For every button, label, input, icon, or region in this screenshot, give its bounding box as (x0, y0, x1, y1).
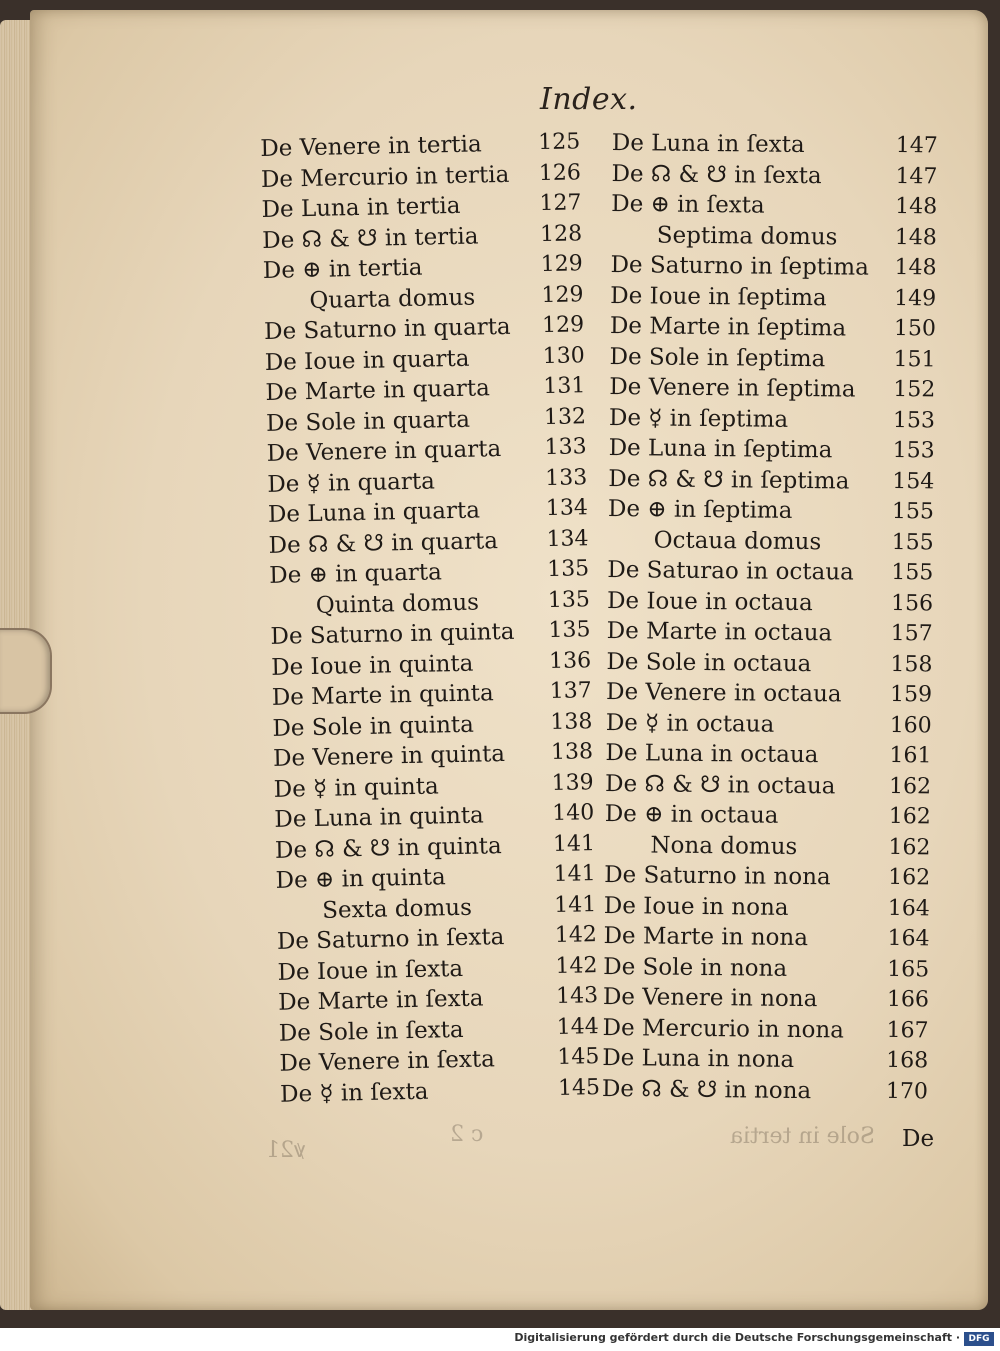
footer-credit: Digitalisierung gefördert durch die Deutsche Forschungsgemeinschaft · (514, 1331, 960, 1344)
index-entry-page-number: 129 (541, 281, 584, 308)
index-entry-title: De ☿ in quinta (273, 772, 439, 803)
index-entry (603, 951, 929, 985)
index-entry-page-number: 133 (544, 434, 587, 461)
index-entry-page-number: 153 (892, 437, 935, 464)
index-entry-page-number: 145 (557, 1044, 600, 1070)
index-entry-page-number: 165 (887, 956, 930, 982)
index-entry (607, 616, 933, 650)
index-entry-page-number: 140 (552, 800, 595, 827)
index-entry-title: De Marte in quinta (271, 680, 494, 711)
index-entry-page-number: 130 (542, 342, 585, 369)
index-entry-page-number: 138 (550, 739, 594, 766)
index-entry-page-number: 125 (537, 129, 581, 156)
index-entry-page-number: 170 (885, 1078, 929, 1104)
index-entry-page-number: 162 (888, 864, 931, 891)
index-entry-title: Sexta domus (322, 894, 473, 924)
index-entry (605, 768, 931, 802)
index-entry-title: De Saturno in ſexta (276, 924, 505, 955)
index-entry (606, 646, 932, 680)
index-entry-title: De Venere in quinta (272, 741, 506, 772)
index-entry-page-number: 132 (543, 403, 587, 430)
index-entry-title: De Luna in quinta (274, 802, 485, 833)
index-entry-title: De Ioue in ſeptima (610, 282, 827, 311)
index-entry-title: Octaua domus (653, 526, 822, 555)
index-entry-title: De Luna in ſeptima (608, 434, 833, 464)
index-entry-title: De ☊ & ☋ in ſexta (611, 160, 822, 189)
index-entry-page-number: 152 (893, 376, 936, 403)
index-entry-page-number: 155 (891, 559, 934, 586)
index-entry (280, 1073, 601, 1110)
index-entry (610, 280, 936, 314)
book-page (30, 10, 988, 1310)
index-entry-title: De Venere in ſeptima (609, 373, 856, 403)
index-entry-title: De Venere in nona (602, 983, 818, 1013)
index-entry (609, 402, 935, 436)
index-entry-title: De Marte in quarta (265, 375, 491, 406)
index-entry-page-number: 133 (545, 464, 588, 491)
index-entry-title: De Sole in ſexta (278, 1016, 464, 1047)
index-entry-title: De ⊕ in tertia (262, 254, 423, 284)
index-entry-page-number: 129 (540, 251, 584, 278)
index-entry-title: Quinta domus (315, 589, 480, 619)
index-entry-title: De Sole in octaua (606, 648, 812, 677)
bleed-through-mark: c 2 (450, 1122, 484, 1147)
index-entry-title: De Mercurio in nona (602, 1014, 845, 1043)
index-entry-page-number: 164 (887, 895, 930, 921)
running-head: Index. (540, 82, 638, 117)
index-entry-title: De ☊ & ☋ in ſeptima (608, 465, 850, 495)
index-entry-title: Nona domus (650, 831, 798, 860)
index-entry-title: De Venere in quarta (266, 436, 502, 467)
index-entry-page-number: 138 (550, 708, 593, 735)
index-entry-title: De Ioue in ſexta (277, 955, 464, 986)
index-entry-title: De ☿ in ſexta (279, 1078, 429, 1108)
index-entry-page-number: 160 (889, 712, 932, 738)
index-entry-page-number: 154 (892, 468, 935, 494)
index-entry-page-number: 141 (552, 830, 596, 857)
index-entry-title: De Marte in ſexta (277, 985, 484, 1016)
index-entry (602, 1012, 928, 1046)
index-column-right (602, 128, 938, 1107)
index-entry-title: De Venere in octaua (605, 678, 842, 708)
index-entry-title: De ⊕ in quarta (268, 559, 443, 589)
index-entry-page-number: 167 (886, 1017, 929, 1043)
index-column-left (260, 127, 600, 1109)
index-entry-page-number: 136 (548, 647, 592, 674)
index-section-heading (604, 829, 930, 863)
index-entry-title: De Saturno in nona (604, 861, 831, 891)
index-entry-title: De ☿ in ſeptima (608, 404, 789, 433)
index-entry-page-number: 135 (548, 617, 591, 644)
index-entry-page-number: 162 (888, 834, 931, 860)
index-entry-page-number: 151 (893, 346, 936, 372)
index-entry-page-number: 149 (894, 285, 937, 311)
index-entry-page-number: 162 (888, 773, 932, 799)
index-entry-title: De ⊕ in quinta (275, 864, 446, 894)
index-entry-page-number: 128 (539, 220, 583, 247)
index-entry (607, 585, 933, 619)
index-entry (602, 1043, 928, 1077)
index-entry-title: De Luna in octaua (605, 739, 819, 769)
index-entry-page-number: 142 (554, 922, 598, 948)
index-entry-page-number: 148 (894, 254, 937, 281)
index-entry-page-number: 141 (553, 861, 596, 888)
index-entry-page-number: 155 (891, 498, 935, 525)
index-entry-title: De Ioue in octaua (606, 587, 813, 616)
index-entry (606, 677, 932, 711)
index-entry (609, 341, 935, 375)
index-entry-page-number: 143 (555, 983, 599, 1009)
index-section-heading (608, 524, 934, 558)
index-entry-page-number: 135 (547, 586, 591, 613)
index-entry-page-number: 166 (886, 986, 930, 1013)
index-entry-page-number: 139 (551, 769, 594, 796)
index-entry-title: De ⊕ in ſexta (611, 190, 765, 219)
index-entry-page-number: 168 (886, 1047, 929, 1074)
index-entry (611, 158, 937, 192)
index-entry (604, 860, 930, 894)
index-entry-title: De Marte in ſeptima (609, 312, 847, 342)
index-entry (604, 890, 930, 924)
index-entry-title: De Sole in ſeptima (609, 343, 826, 372)
bleed-through-mark: ꝟ21 (266, 1138, 306, 1163)
index-entry-page-number: 131 (543, 373, 586, 400)
index-entry-page-number: 135 (546, 556, 590, 583)
index-entry-page-number: 164 (887, 925, 930, 952)
index-entry-title: De Luna in quarta (267, 497, 481, 528)
index-entry-page-number: 157 (890, 620, 933, 647)
dfg-logo: DFG (964, 1332, 994, 1346)
index-entry-title: De ☊ & ☋ in quarta (268, 527, 499, 559)
index-entry-title: De Sole in nona (603, 953, 788, 982)
index-entry-title: De ⊕ in octaua (604, 800, 779, 829)
index-entry-title: De Sole in quarta (265, 406, 471, 437)
index-entry (607, 555, 933, 589)
index-entry-title: De ☊ & ☋ in nona (601, 1075, 812, 1104)
index-entry-title: De Venere in tertia (260, 131, 483, 162)
index-entry-page-number: 162 (888, 803, 931, 830)
index-entry (605, 799, 931, 833)
footer-bar (0, 1328, 1000, 1351)
index-entry-title: De Mercurio in tertia (260, 161, 510, 193)
index-entry (603, 982, 929, 1016)
index-entry-page-number: 129 (541, 312, 585, 339)
index-entry (608, 463, 934, 497)
index-entry-title: De ☊ & ☋ in octaua (604, 770, 836, 799)
index-entry-title: De Saturao in octaua (607, 556, 854, 586)
index-entry-page-number: 144 (556, 1013, 600, 1040)
index-entry (608, 433, 934, 467)
index-entry (602, 1073, 928, 1107)
index-entry-page-number: 137 (549, 678, 592, 705)
index-entry-page-number: 142 (555, 952, 598, 979)
index-entry-title: De Ioue in nona (603, 892, 789, 921)
index-entry-title: De ☊ & ☋ in tertia (261, 222, 479, 254)
index-entry (608, 494, 934, 528)
index-entry-title: De ☊ & ☋ in quinta (274, 832, 502, 864)
index-entry-page-number: 141 (553, 891, 597, 918)
index-entry-page-number: 148 (895, 193, 938, 220)
index-entry-title: De Marte in octaua (606, 617, 833, 647)
index-entry-page-number: 150 (893, 315, 937, 342)
index-entry (611, 189, 937, 223)
index-entry-page-number: 134 (545, 495, 589, 522)
index-entry (610, 311, 936, 345)
index-entry-page-number: 147 (895, 132, 938, 159)
index-entry-title: De ☿ in quarta (267, 467, 436, 498)
index-entry-title: De ☿ in octaua (605, 709, 775, 738)
index-entry-page-number: 153 (892, 407, 936, 433)
index-entry-page-number: 127 (539, 190, 582, 217)
index-entry (603, 921, 929, 955)
index-entry (609, 372, 935, 406)
index-entry-page-number: 159 (889, 681, 933, 708)
index-entry-page-number: 134 (546, 525, 589, 552)
index-entry-page-number: 148 (894, 224, 938, 250)
index-entry-title: De Luna in ſexta (611, 129, 805, 159)
index-entry-page-number: 156 (890, 590, 934, 616)
index-entry-title: De ⊕ in ſeptima (607, 495, 793, 524)
index-entry-title: Septima domus (656, 221, 838, 250)
bleed-through-mark: Sole in tertia (730, 1124, 875, 1149)
index-entry-title: De Saturno in quinta (270, 618, 515, 650)
index-entry-title: De Marte in nona (603, 922, 809, 952)
index-entry-title: De Luna in tertia (261, 192, 461, 223)
index-entry-title: De Ioue in quinta (270, 650, 474, 681)
index-entry-title: De Sole in quinta (272, 711, 475, 742)
index-entry-title: De Ioue in quarta (264, 345, 470, 376)
index-entry-title: De Saturno in quarta (263, 313, 511, 345)
index-entry (610, 250, 936, 284)
index-section-heading (611, 219, 937, 253)
catchword: De (902, 1126, 935, 1152)
index-entry-page-number: 126 (538, 159, 582, 186)
book-clasp (0, 628, 52, 714)
index-entry (605, 738, 931, 772)
index-entry-title: De Saturno in ſeptima (610, 251, 869, 281)
index-entry (606, 707, 932, 741)
index-entry-page-number: 158 (890, 651, 933, 677)
index-entry-title: De Luna in nona (602, 1044, 795, 1073)
index-entry-title: De Venere in ſexta (279, 1046, 496, 1077)
index-entry-page-number: 161 (889, 742, 932, 769)
index-entry (612, 128, 938, 162)
index-entry-page-number: 155 (891, 529, 934, 555)
index-entry-page-number: 147 (895, 163, 938, 189)
index-entry-page-number: 145 (557, 1074, 601, 1101)
index-entry-title: Quarta domus (309, 284, 476, 314)
